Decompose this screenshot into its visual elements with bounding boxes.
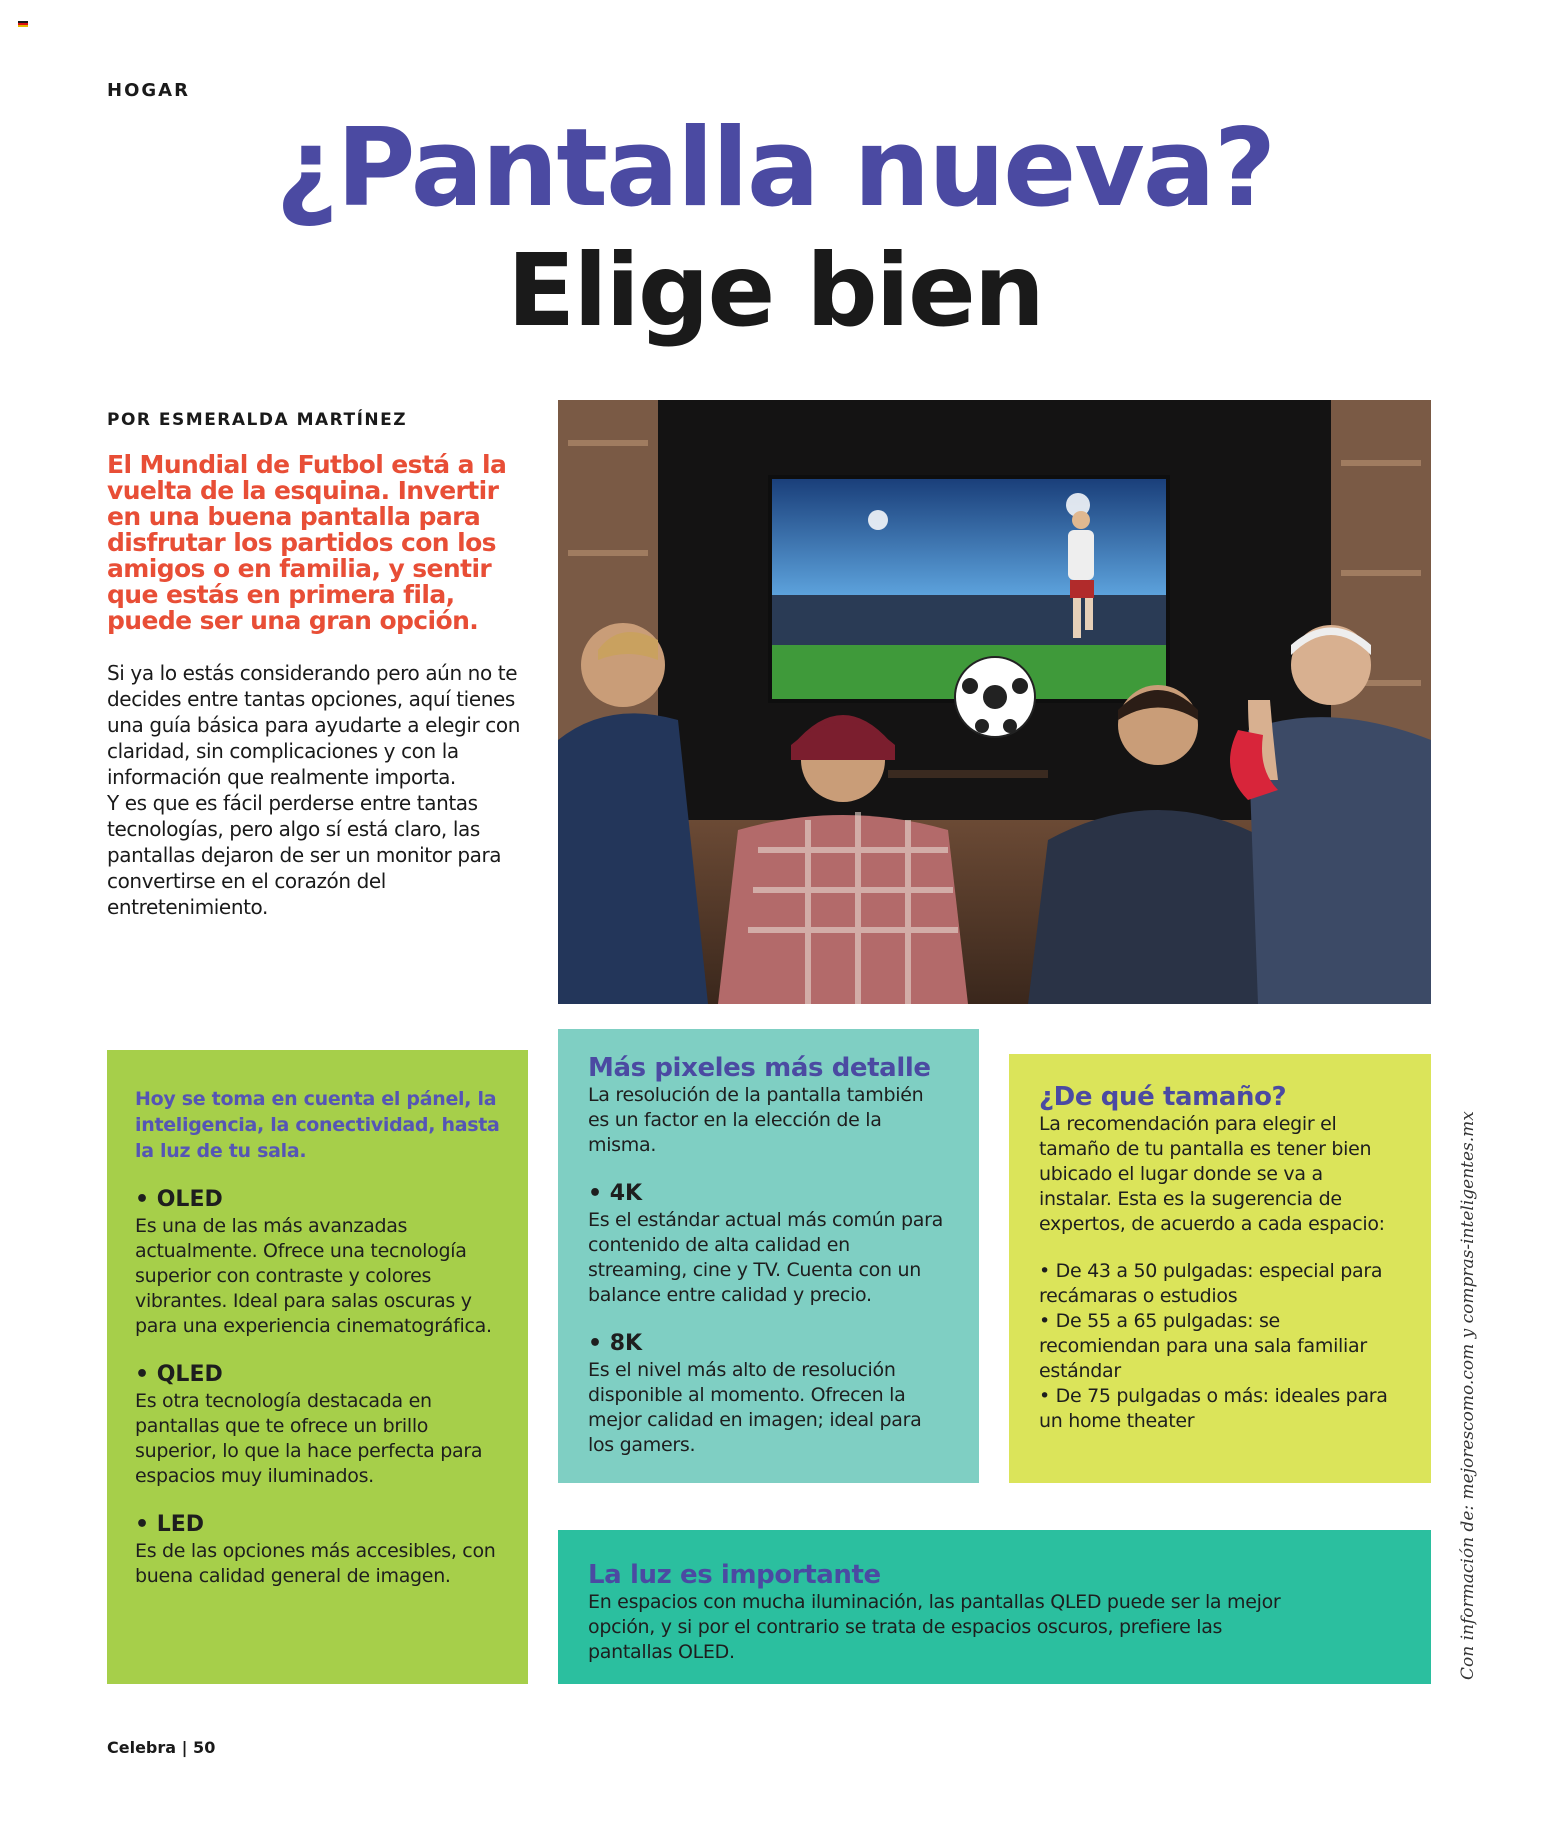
4k-heading: • 4K — [588, 1181, 643, 1206]
lighting-box — [558, 1530, 1431, 1684]
size-bullet: • De 43 a 50 pulgadas: especial para recámaras o estudios — [1039, 1260, 1383, 1307]
size-box-text: La recomendación para elegir el tamaño de tu pantalla es tener bien ubicado el lugar donde se va a instalar. Esta es la sugerencia de expertos, de acuerdo a cada espacio: — [1039, 1113, 1385, 1235]
source-credit: Con información de: mejorescomo.com y compras-inteligentes.mx — [1458, 1111, 1478, 1680]
resolution-box-text: La resolución de la pantalla también es un factor en la elección de la misma. — [588, 1084, 924, 1156]
hero-photo — [558, 400, 1431, 1004]
fans-watching-tv-illustration — [558, 400, 1431, 1004]
4k-text: Es el estándar actual más común para contenido de alta calidad en streaming, cine y TV. Cuenta con un balance entre calidad y precio. — [588, 1209, 943, 1306]
section-label: HOGAR — [107, 80, 190, 101]
lighting-box-text: En espacios con mucha iluminación, las pantallas QLED puede ser la mejor opción, y si por el contrario se trata de espacios oscuros, prefiere las pantallas OLED. — [588, 1591, 1281, 1663]
size-bullet: • De 75 pulgadas o más: ideales para un home theater — [1039, 1385, 1388, 1432]
led-heading: • LED — [135, 1512, 205, 1537]
resolution-box — [558, 1029, 979, 1483]
intro-paragraph: Si ya lo estás considerando pero aún no te decides entre tantas opciones, aquí tienes una guía básica para ayudarte a elegir con claridad, sin complicaciones y con la información que realmente importa. — [107, 661, 520, 789]
size-box-title: ¿De qué tamaño? — [1039, 1082, 1287, 1112]
intro-paragraph: Y es que es fácil perderse entre tantas tecnologías, pero algo sí está claro, las pantallas dejaron de ser un monitor para convertirse en el corazón del entretenimiento. — [107, 791, 502, 919]
lead-paragraph: El Mundial de Futbol está a la vuelta de la esquina. Invertir en una buena pantalla para disfrutar los partidos con los amigos o en familia, y sentir que estás en primera fila, puede ser una gran opción. — [107, 450, 507, 635]
panel-box-intro: Hoy se toma en cuenta el pánel, la inteligencia, la conectividad, hasta la luz de tu sala. — [135, 1088, 500, 1162]
page-title: ¿Pantalla nueva? — [275, 106, 1275, 231]
8k-heading: • 8K — [588, 1331, 643, 1356]
size-bullet: • De 55 a 65 pulgadas: se recomiendan para una sala familiar estándar — [1039, 1310, 1367, 1382]
oled-text: Es una de las más avanzadas actualmente. Ofrece una tecnología superior con contraste y colores vibrantes. Ideal para salas oscuras y para una experiencia cinematográfica. — [135, 1215, 492, 1337]
oled-heading: • OLED — [135, 1187, 223, 1212]
lighting-box-title: La luz es importante — [588, 1560, 881, 1590]
byline: POR ESMERALDA MARTÍNEZ — [107, 410, 408, 430]
page-footer: Celebra | 50 — [107, 1738, 216, 1757]
qled-text: Es otra tecnología destacada en pantallas que te ofrece un brillo superior, lo que la hace perfecta para espacios muy iluminados. — [135, 1390, 483, 1487]
led-text: Es de las opciones más accesibles, con buena calidad general de imagen. — [135, 1540, 496, 1587]
8k-text: Es el nivel más alto de resolución disponible al momento. Ofrecen la mejor calidad en imagen; ideal para los gamers. — [588, 1359, 922, 1456]
page-subtitle: Elige bien — [507, 232, 1043, 349]
intro-text — [107, 660, 527, 920]
flag-icon — [18, 21, 28, 27]
size-box — [1009, 1054, 1431, 1483]
panel-types-box — [107, 1050, 528, 1684]
resolution-box-title: Más pixeles más detalle — [588, 1053, 931, 1083]
qled-heading: • QLED — [135, 1362, 223, 1387]
